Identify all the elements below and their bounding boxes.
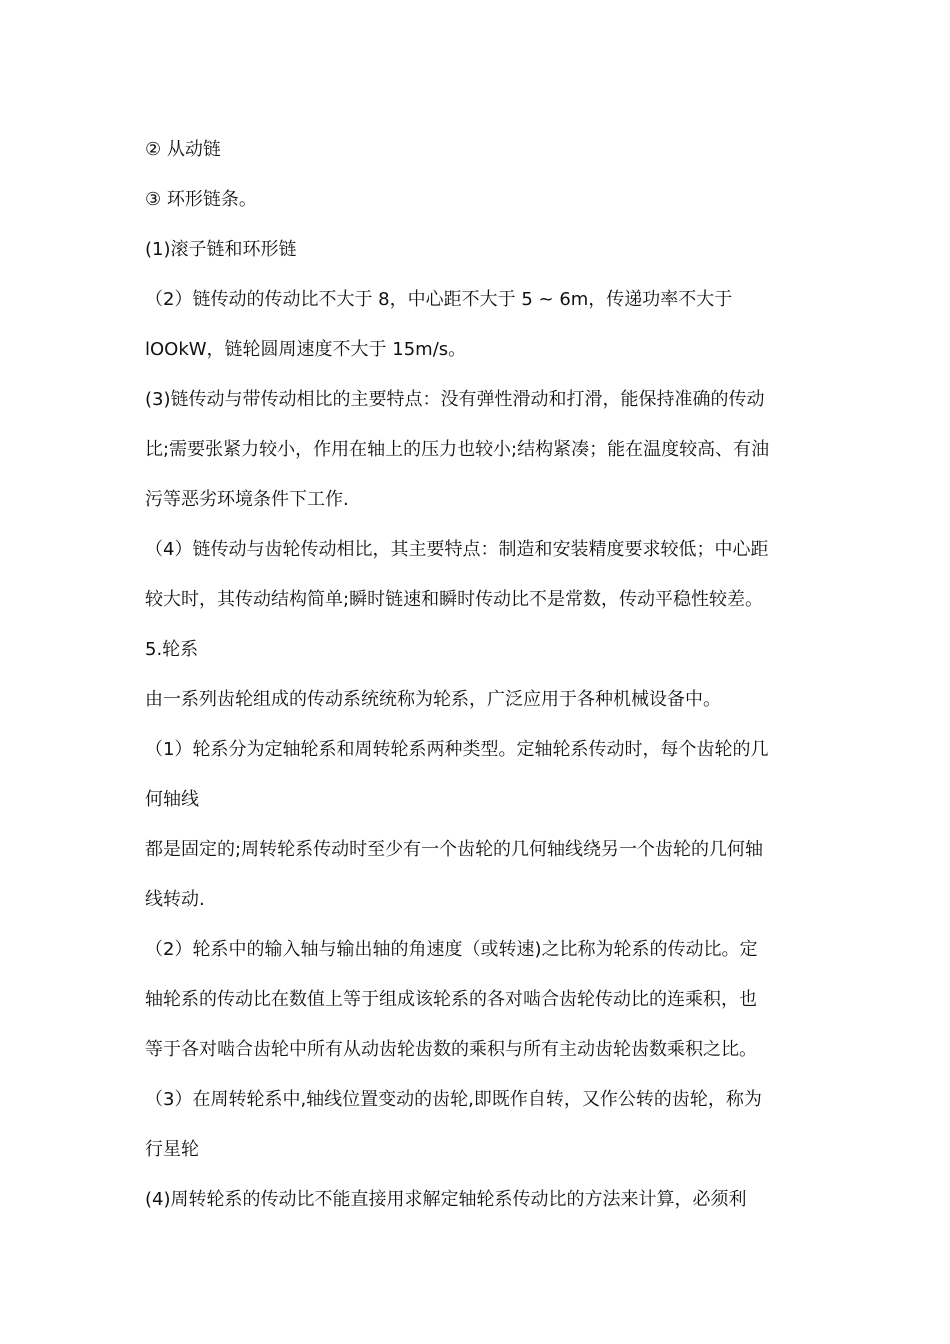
gear-paragraph-3-line-2: 行星轮 xyxy=(145,1139,199,1160)
gear-paragraph-1-line-1: （1）轮系分为定轴轮系和周转轮系两种类型。定轴轮系传动时，每个齿轮的几 xyxy=(145,739,769,760)
paragraph-3-line-1: (3)链传动与带传动相比的主要特点：没有弹性滑动和打滑，能保持准确的传动 xyxy=(145,389,765,410)
paragraph-4-line-1: （4）链传动与齿轮传动相比，其主要特点：制造和安装精度要求较低；中心距 xyxy=(145,539,769,560)
gear-paragraph-3-line-1: （3）在周转轮系中,轴线位置变动的齿轮,即既作自转，又作公转的齿轮，称为 xyxy=(145,1089,762,1110)
gear-paragraph-1-line-4: 线转动. xyxy=(145,889,205,910)
paragraph-4-line-2: 较大时，其传动结构简单;瞬时链速和瞬时传动比不是常数，传动平稳性较差。 xyxy=(145,589,764,610)
text-line-roller-and-ring-chain: (1)滚子链和环形链 xyxy=(145,239,297,260)
paragraph-2-line-2: lOOkW，链轮圆周速度不大于 15m/s。 xyxy=(145,339,467,360)
gear-paragraph-2-line-3: 等于各对啮合齿轮中所有从动齿轮齿数的乘积与所有主动齿轮齿数乘积之比。 xyxy=(145,1039,757,1060)
section-intro: 由一系列齿轮组成的传动系统统称为轮系，广泛应用于各种机械设备中。 xyxy=(145,689,721,710)
text-line-driven-chain: ② 从动链 xyxy=(145,139,221,160)
gear-paragraph-2-line-2: 轴轮系的传动比在数值上等于组成该轮系的各对啮合齿轮传动比的连乘积，也 xyxy=(145,989,757,1010)
gear-paragraph-1-line-3: 都是固定的;周转轮系传动时至少有一个齿轮的几何轴线绕另一个齿轮的几何轴 xyxy=(145,839,764,860)
section-heading-gear-train: 5.轮系 xyxy=(145,639,199,660)
paragraph-3-line-3: 污等恶劣环境条件下工作. xyxy=(145,489,349,510)
text-line-ring-chain: ③ 环形链条。 xyxy=(145,189,257,210)
paragraph-3-line-2: 比;需要张紧力较小，作用在轴上的压力也较小;结构紧凑；能在温度较高、有油 xyxy=(145,439,770,460)
paragraph-2-line-1: （2）链传动的传动比不大于 8，中心距不大于 5 ~ 6m，传递功率不大于 xyxy=(145,289,733,310)
gear-paragraph-1-line-2: 何轴线 xyxy=(145,789,199,810)
gear-paragraph-2-line-1: （2）轮系中的输入轴与输出轴的角速度（或转速)之比称为轮系的传动比。定 xyxy=(145,939,758,960)
gear-paragraph-4-line-1: (4)周转轮系的传动比不能直接用求解定轴轮系传动比的方法来计算，必须利 xyxy=(145,1189,747,1210)
